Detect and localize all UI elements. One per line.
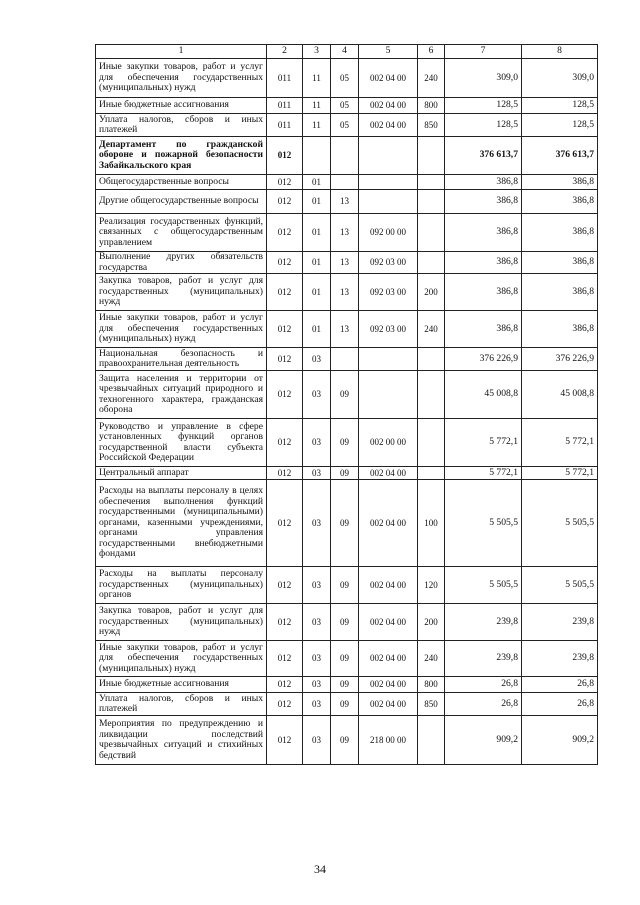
row-name-cell: Уплата налогов, сборов и иных платежей xyxy=(96,114,267,137)
row-value-cell xyxy=(359,137,418,175)
row-value-cell xyxy=(359,371,418,419)
row-value-cell: 002 04 00 xyxy=(359,59,418,98)
row-name-cell: Закупка товаров, работ и услуг для государственных (муниципальных) нужд xyxy=(96,604,267,641)
table-row xyxy=(96,716,598,765)
row-value-cell: 200 xyxy=(418,274,445,311)
table-row xyxy=(96,274,598,311)
row-value-cell: 128,5 xyxy=(522,98,598,114)
row-name-cell: Национальная безопасность и правоохранительная деятельность xyxy=(96,348,267,371)
row-value-cell: 386,8 xyxy=(522,311,598,348)
table-row xyxy=(96,114,598,137)
row-value-cell xyxy=(418,214,445,252)
row-name-cell: Иные закупки товаров, работ и услуг для обеспечения государственных (муниципальных) нужд xyxy=(96,311,267,348)
table-row xyxy=(96,348,598,371)
row-value-cell: 002 04 00 xyxy=(359,98,418,114)
row-name-cell: Иные бюджетные ассигнования xyxy=(96,677,267,693)
row-value-cell: 09 xyxy=(331,604,359,641)
row-value-cell: 03 xyxy=(303,716,331,765)
budget-table xyxy=(95,44,598,765)
row-value-cell xyxy=(359,190,418,214)
row-value-cell: 5 505,5 xyxy=(522,567,598,604)
row-value-cell: 09 xyxy=(331,677,359,693)
row-value-cell: 05 xyxy=(331,59,359,98)
row-value-cell xyxy=(303,137,331,175)
row-name-cell: Закупка товаров, работ и услуг для государственных (муниципальных) нужд xyxy=(96,274,267,311)
table-row xyxy=(96,604,598,641)
row-value-cell: 376 613,7 xyxy=(522,137,598,175)
table-body xyxy=(96,45,598,765)
row-value-cell: 386,8 xyxy=(445,252,522,274)
row-value-cell: 012 xyxy=(267,137,303,175)
row-value-cell: 09 xyxy=(331,567,359,604)
row-value-cell xyxy=(418,252,445,274)
row-value-cell: 13 xyxy=(331,311,359,348)
row-value-cell: 09 xyxy=(331,693,359,716)
row-value-cell xyxy=(331,348,359,371)
row-value-cell: 012 xyxy=(267,348,303,371)
row-value-cell: 03 xyxy=(303,641,331,677)
row-value-cell xyxy=(418,175,445,190)
row-value-cell: 012 xyxy=(267,467,303,480)
row-value-cell: 002 00 00 xyxy=(359,419,418,467)
row-value-cell: 13 xyxy=(331,274,359,311)
row-value-cell: 09 xyxy=(331,467,359,480)
row-value-cell xyxy=(418,371,445,419)
table-row xyxy=(96,311,598,348)
row-value-cell: 26,8 xyxy=(445,693,522,716)
row-value-cell: 05 xyxy=(331,98,359,114)
row-value-cell: 012 xyxy=(267,311,303,348)
row-value-cell: 09 xyxy=(331,419,359,467)
table-row xyxy=(96,693,598,716)
row-value-cell: 376 226,9 xyxy=(445,348,522,371)
row-value-cell: 800 xyxy=(418,98,445,114)
row-value-cell xyxy=(418,716,445,765)
row-value-cell: 092 03 00 xyxy=(359,252,418,274)
row-value-cell: 03 xyxy=(303,693,331,716)
row-value-cell: 13 xyxy=(331,214,359,252)
row-value-cell: 309,0 xyxy=(522,59,598,98)
table-row xyxy=(96,371,598,419)
row-value-cell: 012 xyxy=(267,716,303,765)
table-row xyxy=(96,190,598,214)
row-value-cell: 128,5 xyxy=(445,98,522,114)
header-cell: 5 xyxy=(359,45,418,59)
header-cell: 6 xyxy=(418,45,445,59)
row-value-cell: 03 xyxy=(303,467,331,480)
row-value-cell: 240 xyxy=(418,59,445,98)
row-value-cell: 03 xyxy=(303,480,331,567)
row-value-cell: 11 xyxy=(303,114,331,137)
row-value-cell: 002 04 00 xyxy=(359,641,418,677)
header-cell: 3 xyxy=(303,45,331,59)
row-value-cell: 386,8 xyxy=(445,190,522,214)
row-value-cell: 09 xyxy=(331,371,359,419)
row-value-cell: 240 xyxy=(418,311,445,348)
row-value-cell: 11 xyxy=(303,59,331,98)
header-cell: 4 xyxy=(331,45,359,59)
row-name-cell: Защита населения и территории от чрезвычайных ситуаций природного и техногенного характера, гражданская оборона xyxy=(96,371,267,419)
row-value-cell: 13 xyxy=(331,252,359,274)
row-value-cell: 386,8 xyxy=(445,214,522,252)
header-cell: 2 xyxy=(267,45,303,59)
row-value-cell: 092 03 00 xyxy=(359,274,418,311)
row-value-cell: 01 xyxy=(303,175,331,190)
row-value-cell: 092 03 00 xyxy=(359,311,418,348)
row-value-cell: 09 xyxy=(331,480,359,567)
row-value-cell: 012 xyxy=(267,641,303,677)
row-value-cell: 45 008,8 xyxy=(522,371,598,419)
row-value-cell xyxy=(359,175,418,190)
row-value-cell: 012 xyxy=(267,604,303,641)
row-value-cell: 909,2 xyxy=(522,716,598,765)
row-value-cell: 309,0 xyxy=(445,59,522,98)
row-value-cell: 002 04 00 xyxy=(359,604,418,641)
row-value-cell xyxy=(418,348,445,371)
row-value-cell: 012 xyxy=(267,252,303,274)
row-name-cell: Общегосударственные вопросы xyxy=(96,175,267,190)
row-value-cell: 012 xyxy=(267,175,303,190)
row-value-cell: 012 xyxy=(267,419,303,467)
header-cell: 8 xyxy=(522,45,598,59)
row-value-cell: 011 xyxy=(267,114,303,137)
header-row xyxy=(96,45,598,59)
table-row xyxy=(96,419,598,467)
row-value-cell: 5 505,5 xyxy=(522,480,598,567)
row-value-cell: 26,8 xyxy=(445,677,522,693)
row-value-cell xyxy=(418,190,445,214)
row-value-cell: 240 xyxy=(418,641,445,677)
row-value-cell xyxy=(331,175,359,190)
row-name-cell: Руководство и управление в сфере установленных функций органов государственной власти субъекта Российской Федерации xyxy=(96,419,267,467)
row-value-cell: 012 xyxy=(267,567,303,604)
row-value-cell: 386,8 xyxy=(522,214,598,252)
row-value-cell: 01 xyxy=(303,190,331,214)
row-value-cell: 01 xyxy=(303,252,331,274)
row-value-cell: 100 xyxy=(418,480,445,567)
row-value-cell: 386,8 xyxy=(445,175,522,190)
row-value-cell xyxy=(418,467,445,480)
row-value-cell: 5 772,1 xyxy=(445,419,522,467)
row-value-cell: 09 xyxy=(331,716,359,765)
row-name-cell: Центральный аппарат xyxy=(96,467,267,480)
row-value-cell: 011 xyxy=(267,59,303,98)
row-value-cell: 03 xyxy=(303,677,331,693)
row-value-cell: 5 505,5 xyxy=(445,567,522,604)
header-cell: 1 xyxy=(96,45,267,59)
row-value-cell xyxy=(331,137,359,175)
row-name-cell: Расходы на выплаты персоналу в целях обеспечения выполнения функций государственными (муниципальными) органами, казенными учреждениями, органами управления государственными внебюджетными фондами xyxy=(96,480,267,567)
row-value-cell: 03 xyxy=(303,567,331,604)
row-value-cell: 05 xyxy=(331,114,359,137)
row-value-cell: 909,2 xyxy=(445,716,522,765)
row-value-cell xyxy=(418,419,445,467)
row-name-cell: Иные закупки товаров, работ и услуг для обеспечения государственных (муниципальных) нужд xyxy=(96,641,267,677)
row-value-cell: 03 xyxy=(303,419,331,467)
row-value-cell: 012 xyxy=(267,677,303,693)
row-value-cell: 002 04 00 xyxy=(359,567,418,604)
row-name-cell: Выполнение других обязательств государства xyxy=(96,252,267,274)
table-row xyxy=(96,214,598,252)
row-value-cell: 200 xyxy=(418,604,445,641)
table-row xyxy=(96,59,598,98)
row-value-cell: 386,8 xyxy=(522,190,598,214)
row-value-cell: 11 xyxy=(303,98,331,114)
row-value-cell: 5 505,5 xyxy=(445,480,522,567)
row-value-cell: 239,8 xyxy=(522,641,598,677)
row-value-cell: 01 xyxy=(303,311,331,348)
row-value-cell: 120 xyxy=(418,567,445,604)
row-value-cell: 002 04 00 xyxy=(359,677,418,693)
row-value-cell: 011 xyxy=(267,98,303,114)
row-name-cell: Департамент по гражданской обороне и пожарной безопасности Забайкальского края xyxy=(96,137,267,175)
table-row xyxy=(96,467,598,480)
row-value-cell: 01 xyxy=(303,274,331,311)
row-value-cell: 386,8 xyxy=(445,274,522,311)
row-value-cell xyxy=(359,348,418,371)
row-value-cell: 5 772,1 xyxy=(522,419,598,467)
row-value-cell: 239,8 xyxy=(445,604,522,641)
header-cell: 7 xyxy=(445,45,522,59)
row-value-cell: 5 772,1 xyxy=(522,467,598,480)
row-value-cell: 850 xyxy=(418,114,445,137)
row-value-cell: 376 613,7 xyxy=(445,137,522,175)
row-name-cell: Другие общегосударственные вопросы xyxy=(96,190,267,214)
row-value-cell: 13 xyxy=(331,190,359,214)
row-value-cell: 386,8 xyxy=(522,274,598,311)
row-value-cell: 45 008,8 xyxy=(445,371,522,419)
table-row xyxy=(96,641,598,677)
row-name-cell: Иные бюджетные ассигнования xyxy=(96,98,267,114)
row-value-cell: 239,8 xyxy=(522,604,598,641)
row-name-cell: Уплата налогов, сборов и иных платежей xyxy=(96,693,267,716)
row-value-cell: 386,8 xyxy=(522,175,598,190)
page-number: 34 xyxy=(314,862,326,876)
row-value-cell: 03 xyxy=(303,604,331,641)
table-row xyxy=(96,677,598,693)
row-value-cell: 012 xyxy=(267,693,303,716)
row-value-cell: 239,8 xyxy=(445,641,522,677)
row-value-cell: 376 226,9 xyxy=(522,348,598,371)
row-value-cell: 002 04 00 xyxy=(359,467,418,480)
row-value-cell: 002 04 00 xyxy=(359,693,418,716)
table-row xyxy=(96,480,598,567)
row-value-cell: 26,8 xyxy=(522,693,598,716)
table-row xyxy=(96,252,598,274)
row-value-cell: 012 xyxy=(267,190,303,214)
row-value-cell xyxy=(418,137,445,175)
row-value-cell: 386,8 xyxy=(522,252,598,274)
row-value-cell: 850 xyxy=(418,693,445,716)
row-value-cell: 01 xyxy=(303,214,331,252)
row-value-cell: 092 00 00 xyxy=(359,214,418,252)
row-value-cell: 09 xyxy=(331,641,359,677)
row-value-cell: 002 04 00 xyxy=(359,480,418,567)
row-value-cell: 5 772,1 xyxy=(445,467,522,480)
row-value-cell: 386,8 xyxy=(445,311,522,348)
row-value-cell: 218 00 00 xyxy=(359,716,418,765)
row-value-cell: 002 04 00 xyxy=(359,114,418,137)
table-row xyxy=(96,137,598,175)
row-value-cell: 012 xyxy=(267,214,303,252)
table-row xyxy=(96,567,598,604)
row-value-cell: 012 xyxy=(267,274,303,311)
table-row xyxy=(96,175,598,190)
row-name-cell: Мероприятия по предупреждению и ликвидации последствий чрезвычайных ситуаций и стихийных бедствий xyxy=(96,716,267,765)
table-row xyxy=(96,98,598,114)
row-value-cell: 26,8 xyxy=(522,677,598,693)
row-name-cell: Расходы на выплаты персоналу государственных (муниципальных) органов xyxy=(96,567,267,604)
row-name-cell: Реализация государственных функций, связанных с общегосударственным управлением xyxy=(96,214,267,252)
row-value-cell: 012 xyxy=(267,371,303,419)
row-value-cell: 03 xyxy=(303,348,331,371)
row-name-cell: Иные закупки товаров, работ и услуг для обеспечения государственных (муниципальных) нужд xyxy=(96,59,267,98)
row-value-cell: 800 xyxy=(418,677,445,693)
row-value-cell: 128,5 xyxy=(522,114,598,137)
row-value-cell: 03 xyxy=(303,371,331,419)
row-value-cell: 012 xyxy=(267,480,303,567)
row-value-cell: 128,5 xyxy=(445,114,522,137)
